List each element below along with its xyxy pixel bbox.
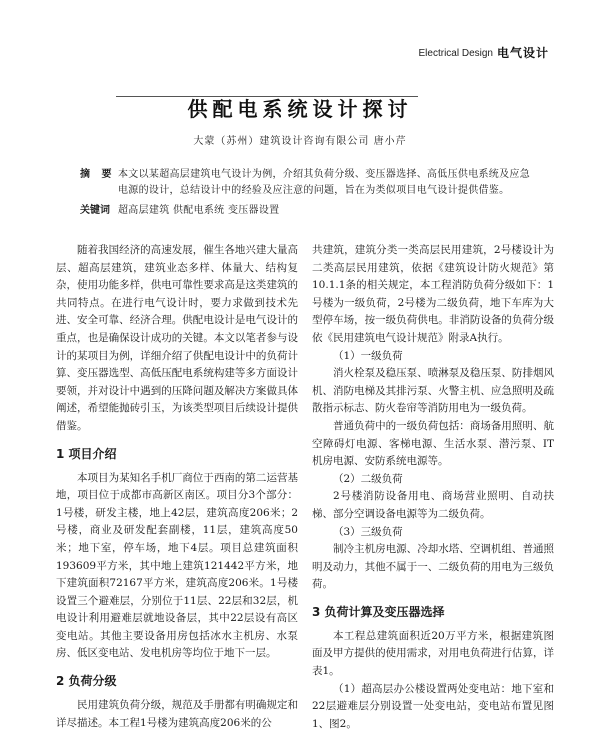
continued-paragraph: 共建筑，建筑分类一类高层民用建筑，2号楼设计为二类高层民用建筑，依据《建筑设计防火规范》第10.1.1条的相关规定，本工程消防负荷分级如下：1号楼为一级负荷，2号楼为二级负荷，地下车库为大型停车场，按一级负荷供电。非消防设备的负荷分级依《民用建筑电气设计规范》附录A执行。 bbox=[312, 244, 554, 344]
intro-paragraph: 随着我国经济的高速发展，催生各地兴建大量高层、超高层建筑，建筑业态多样、体量大、结构复杂，使用功能多样，供电可靠性要求高是这类建筑的共同特点。在进行电气设计时，要力求做到技术先进、安全可靠、经济合理。供配电设计是电气设计的重点，也是确保设计成功的关键。本文以笔者参与设计的某项目为例，详细介绍了供配电设计中的负荷计算、变压器选型、高低压配电系统构建等多方面设计要领，并对设计中遇到的压降问题及解决方案做具体阐述，希望能抛砖引玉，为该类型项目后续设计提供借鉴。 bbox=[56, 244, 298, 432]
section-1-text: 本项目为某知名手机厂商位于西南的第二运营基地，项目位于成都市高新区南区。项目分3个部分：1号楼，研发主楼，地上42层，建筑高度206米；2号楼，商业及研发配套副楼，11层，建筑高度50米；地下室，停车场，地下4层。项目总建筑面积193609平方米，其中地上建筑121442平方米，地下建筑面积72167平方米，建筑高度206米。1号楼设置三个避难层，分别位于11层、22层和32层，机电设计利用避难层就地设备层，其中22层设有高区变电站。其他主要设备用房包括冰水主机房、水泵房、低区变电站、发电机房等均位于地下一层。 bbox=[56, 471, 298, 660]
journal-name-cn: 电气设计 bbox=[497, 46, 550, 60]
item-1-heading: （1）一级负荷 bbox=[333, 349, 403, 362]
item-1-text: 消火栓泵及稳压泵、喷淋泵及稳压泵、防排烟风机、消防电梯及其排污泵、火警主机、应急照明及疏散指示标志、防火卷帘等消防用电为一级负荷。 bbox=[312, 367, 554, 415]
abstract-label: 摘 要 bbox=[80, 169, 116, 180]
left-column bbox=[56, 242, 298, 732]
item-1-text-2: 普通负荷中的一级负荷包括：商场备用照明、航空障碍灯电源、客梯电源、生活水泵、潜污泵、IT机房电源、安防系统电源等。 bbox=[312, 419, 554, 468]
keywords bbox=[80, 203, 540, 219]
section-3-heading: 3 负荷计算及变压器选择 bbox=[312, 604, 445, 619]
article-title: 供配电系统设计探讨 bbox=[187, 97, 413, 121]
author-line: 大蒙（苏州）建筑设计咨询有限公司 唐小芹 bbox=[193, 136, 407, 147]
section-1-heading: 1 项目介绍 bbox=[56, 446, 117, 461]
running-header bbox=[0, 44, 600, 60]
section-2-heading: 2 负荷分级 bbox=[56, 674, 117, 689]
abstract-text: 本文以某超高层建筑电气设计为例，介绍其负荷分级、变压器选择、高低压供电系统及应急电源的设计，总结设计中的经验及应注意的问题，旨在为类似项目电气设计提供借鉴。 bbox=[118, 169, 530, 196]
section-3-text: 本工程总建筑面积近20万平方米，根据建筑图面及甲方提供的使用需求，对用电负荷进行估算，详表1。 bbox=[312, 629, 554, 678]
keywords-text: 超高层建筑 供配电系统 变压器设置 bbox=[118, 205, 280, 216]
item-2-text: 2号楼消防设备用电、商场营业照明、自动扶梯、部分空调设备电源等为二级负荷。 bbox=[312, 490, 554, 520]
section-3-item-1: （1）超高层办公楼设置两处变电站：地下室和22层避难层分别设置一处变电站，变电站布置见图1、图2。 bbox=[312, 682, 554, 730]
item-3-text: 制冷主机房电源、冷却水塔、空调机组、普通照明及动力，其他不属于一、二级负荷的用电为三级负荷。 bbox=[312, 543, 554, 591]
item-3-heading: （3）三级负荷 bbox=[333, 525, 403, 538]
section-2-text: 民用建筑负荷分级，规范及手册都有明确规定和详尽描述。本工程1号楼为建筑高度206米的公 bbox=[56, 699, 298, 729]
item-2-heading: （2）二级负荷 bbox=[333, 472, 403, 485]
abstract bbox=[80, 167, 540, 199]
right-column bbox=[312, 242, 554, 733]
journal-name-en: Electrical Design bbox=[416, 48, 496, 59]
keywords-label: 关键词 bbox=[80, 205, 110, 216]
